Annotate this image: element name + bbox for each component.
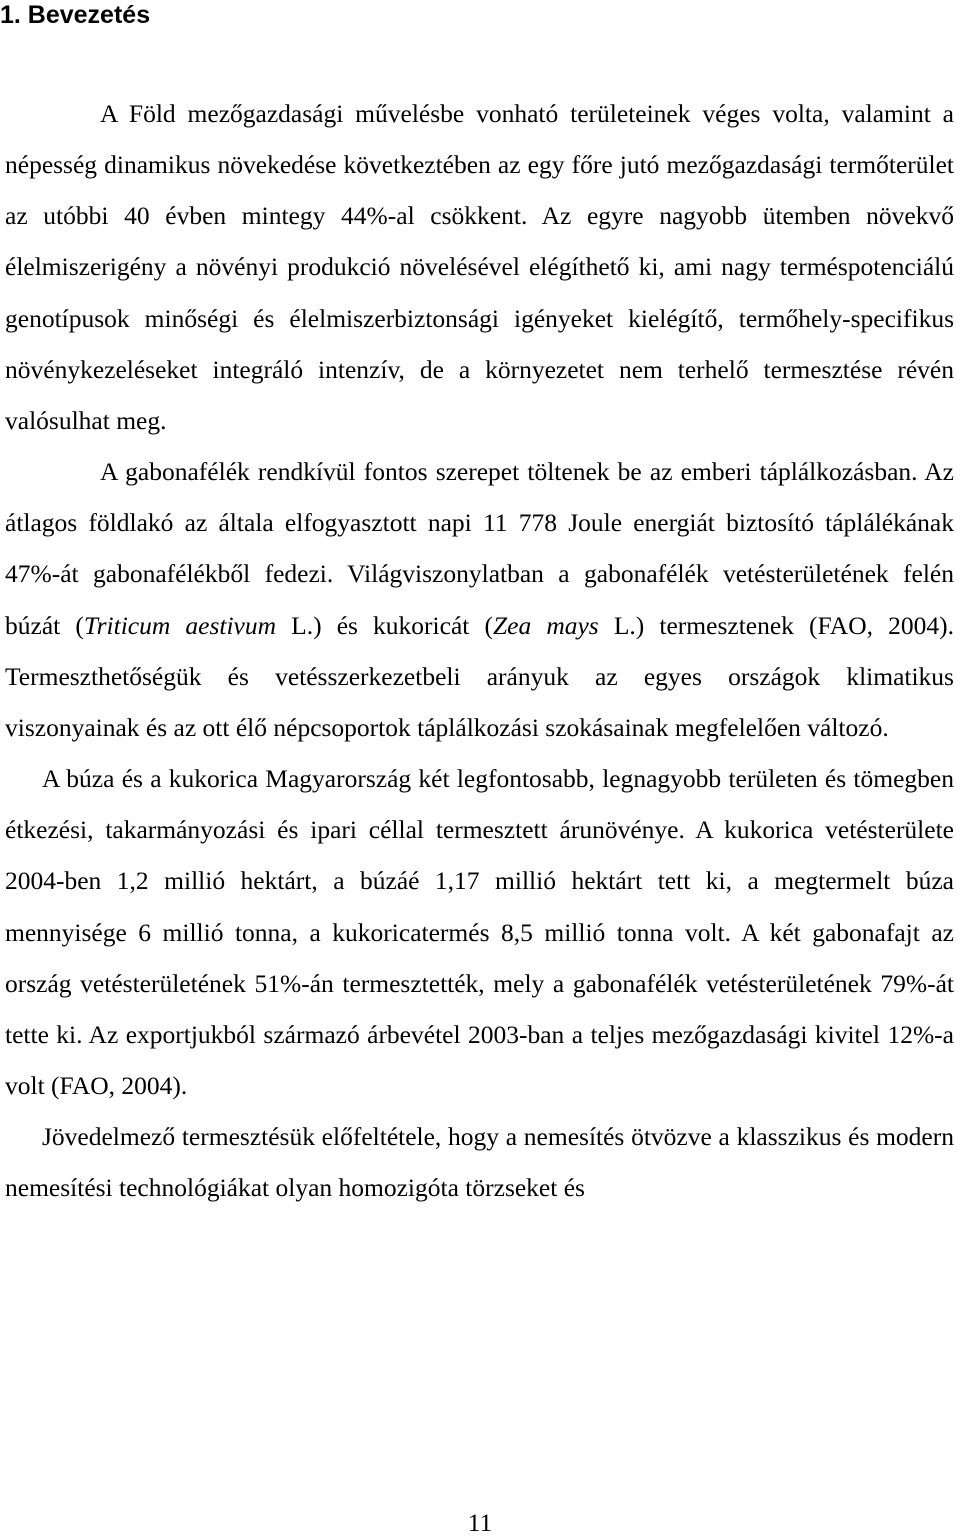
paragraph-cereals-text-1: A gabonafélék rendkívül fontos szerepet töltenek be az emberi táplálkozásban. Az átlagos földlakó az általa elfogyasztott napi 11 778 Joule energiát biztosító táplálékának 47%-át gabonafélékből fedezi. Világviszonylatban a gabonafélék vetésterületének felén búzát (: [5, 457, 954, 640]
paragraph-intro: A Föld mezőgazdasági művelésbe vonható területeinek véges volta, valamint a népesség dinamikus növekedése következtében az egy főre jutó mezőgazdasági termőterület az utóbbi 40 évben mintegy 44%-al csökkent. Az egyre nagyobb ütemben növekvő élelmiszerigény a növényi produkció növelésével elégíthető ki, ami nagy terméspotenciálú genotípusok minőségi és élelmiszerbiztonsági igényeket kielégítő, termőhely-specifikus növénykezeléseket integráló intenzív, de a környezetet nem terhelő termesztése révén valósulhat meg.: [5, 99, 954, 435]
species-name-triticum: Triticum aestivum: [83, 610, 277, 640]
paragraph-breeding: Jövedelmező termesztésük előfeltétele, hogy a nemesítés ötvözve a klasszikus és modern nemesítési technológiákat olyan homozigóta törzseket és: [5, 1122, 954, 1203]
paragraph-hungary: A búza és a kukorica Magyarország két legfontosabb, legnagyobb területen és tömegben étkezési, takarmányozási és ipari céllal termesztett árunövénye. A kukorica vetésterülete 2004-ben 1,2 millió hektárt, a búzáé 1,17 millió hektárt tett ki, a megtermelt búza mennyisége 6 millió tonna, a kukoricatermés 8,5 millió tonna volt. A két gabonafajt az ország vetésterületének 51%-án termesztették, mely a gabonafélék vetésterületének 79%-át tette ki. Az exportjukból származó árbevétel 2003-ban a teljes mezőgazdasági kivitel 12%-a volt (FAO, 2004).: [5, 764, 954, 1100]
paragraph-cereals: [5, 446, 954, 753]
paragraph-cereals-text-2: L.) és kukoricát (: [276, 610, 493, 640]
chapter-heading: 1. Bevezetés: [0, 1, 151, 29]
page-number: 11: [467, 1508, 493, 1537]
species-name-zea: Zea mays: [492, 610, 599, 640]
paragraph-cereals-text-3: L.) termesztenek (FAO, 2004). Termeszthetőségük és vetésszerkezetbeli arányuk az egyes országok klimatikus viszonyainak és az ott élő népcsoportok táplálkozási szokásainak megfelelően változó.: [5, 610, 954, 742]
body-text: [5, 88, 954, 1213]
